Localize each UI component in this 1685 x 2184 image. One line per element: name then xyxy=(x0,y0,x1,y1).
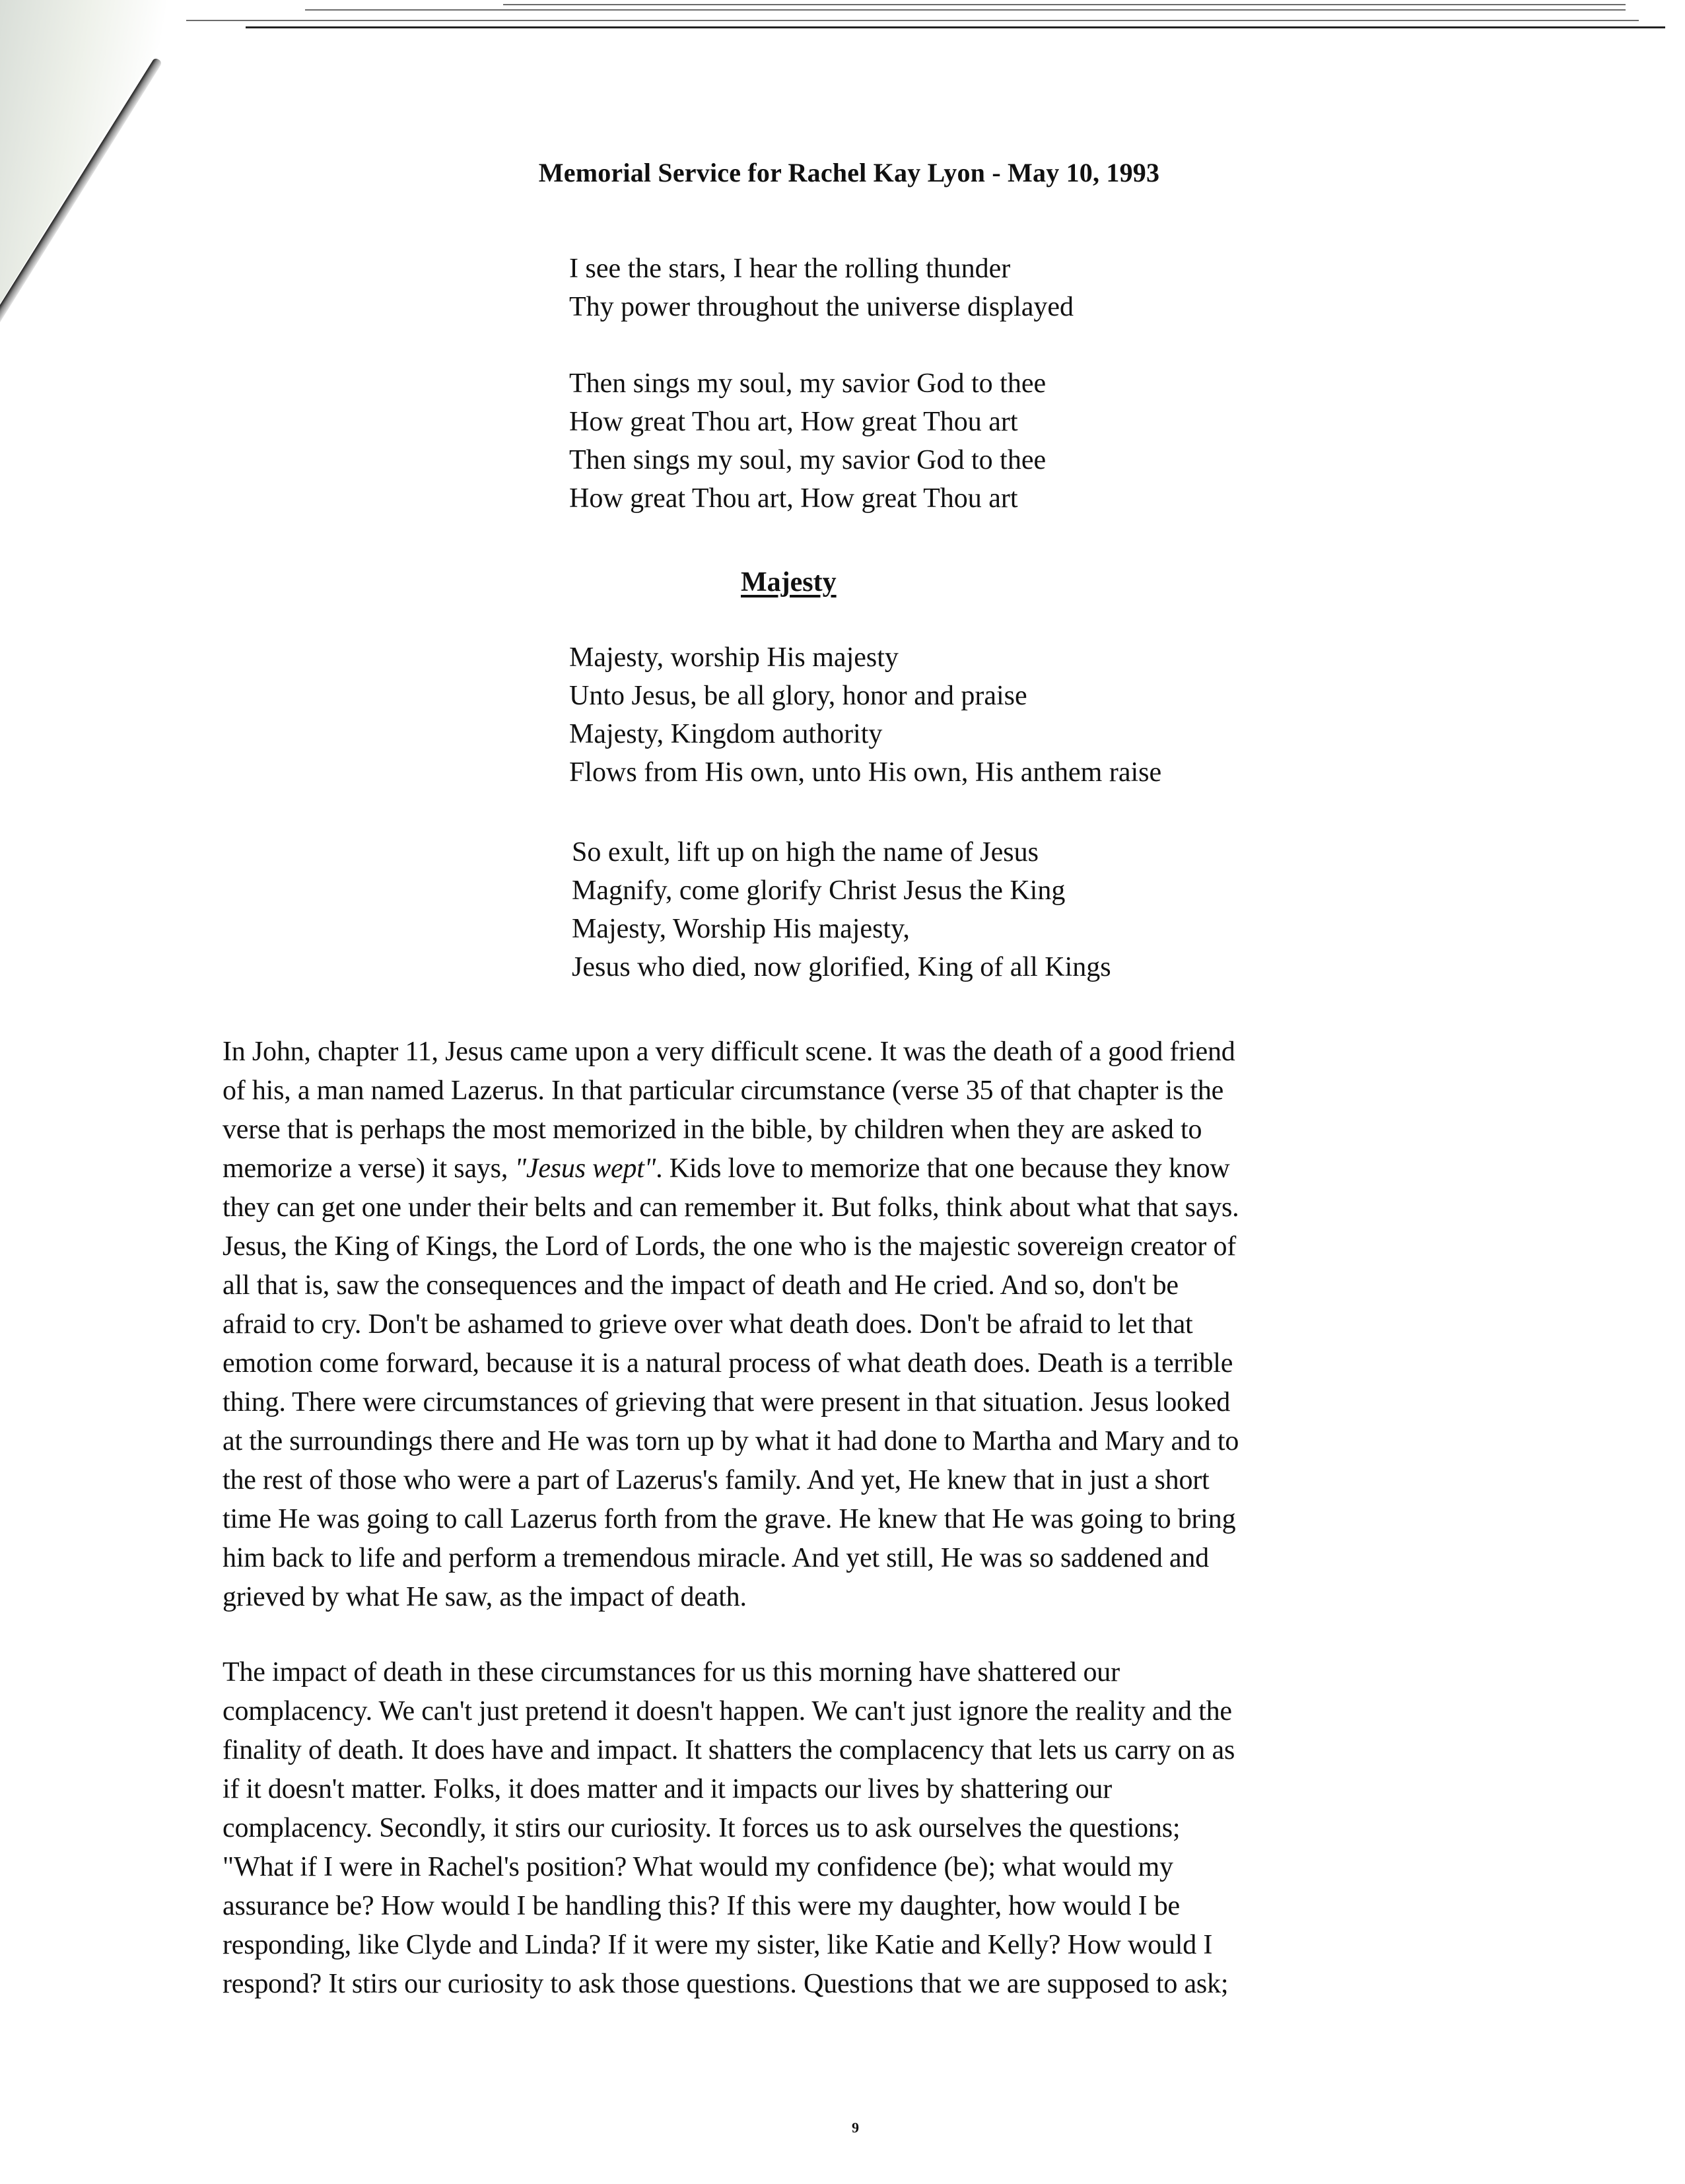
paragraph-line: thing. There were circumstances of grieving that were present in that situation. Jesus looked xyxy=(223,1387,1231,1417)
paragraph-line: of his, a man named Lazerus. In that particular circumstance (verse 35 of that chapter is the xyxy=(223,1075,1224,1106)
paragraph-line: complacency. We can't just pretend it doesn't happen. We can't just ignore the reality and the xyxy=(223,1696,1232,1726)
stacked-page-edge xyxy=(305,9,1626,11)
paragraph-line: at the surroundings there and He was torn up by what it had done to Martha and Mary and to xyxy=(223,1426,1239,1456)
paragraph-line: Jesus, the King of Kings, the Lord of Lords, the one who is the majestic sovereign creator of xyxy=(223,1231,1237,1262)
lyric-line: I see the stars, I hear the rolling thunder xyxy=(569,254,1011,284)
stacked-page-edge xyxy=(186,20,1639,21)
paragraph-line: assurance be? How would I be handling this? If this were my daughter, how would I be xyxy=(223,1891,1180,1921)
lyric-line: Majesty, worship His majesty xyxy=(569,642,899,673)
quoted-verse: "Jesus wept" xyxy=(514,1153,656,1184)
paragraph-line: In John, chapter 11, Jesus came upon a very difficult scene. It was the death of a good friend xyxy=(223,1037,1235,1067)
lyric-line: Then sings my soul, my savior God to thee xyxy=(569,445,1047,475)
lyric-line: Flows from His own, unto His own, His anthem raise xyxy=(569,757,1162,788)
stacked-page-edge xyxy=(503,4,1626,5)
page-number: 9 xyxy=(852,2119,859,2136)
paragraph-line: respond? It stirs our curiosity to ask those questions. Questions that we are supposed to ask; xyxy=(223,1969,1229,1999)
lyric-line: So exult, lift up on high the name of Jesus xyxy=(572,837,1039,868)
text-run: memorize a verse) it says, xyxy=(223,1153,515,1184)
paragraph-line: afraid to cry. Don't be ashamed to grieve over what death does. Don't be afraid to let that xyxy=(223,1309,1193,1340)
paragraph-line: finality of death. It does have and impact. It shatters the complacency that lets us carry on as xyxy=(223,1735,1235,1765)
paragraph-line: they can get one under their belts and can remember it. But folks, think about what that says. xyxy=(223,1192,1239,1223)
paragraph-line: verse that is perhaps the most memorized in the bible, by children when they are asked to xyxy=(223,1114,1202,1145)
lyric-line: Majesty, Worship His majesty, xyxy=(572,914,910,944)
paragraph-line: "What if I were in Rachel's position? What would my confidence (be); what would my xyxy=(223,1852,1173,1882)
stacked-page-edge xyxy=(246,26,1665,28)
song-heading-majesty: Majesty xyxy=(741,567,837,597)
lyric-line: How great Thou art, How great Thou art xyxy=(569,483,1018,514)
lyric-line: Unto Jesus, be all glory, honor and praise xyxy=(569,681,1027,711)
paragraph-line xyxy=(223,1155,1230,1182)
paragraph-line: responding, like Clyde and Linda? If it were my sister, like Katie and Kelly? How would I xyxy=(223,1930,1213,1960)
document-title: Memorial Service for Rachel Kay Lyon - May 10, 1993 xyxy=(538,158,1160,188)
paragraph-line: all that is, saw the consequences and the impact of death and He cried. And so, don't be xyxy=(223,1270,1179,1301)
paragraph-line: The impact of death in these circumstances for us this morning have shattered our xyxy=(223,1657,1120,1688)
lyric-line: How great Thou art, How great Thou art xyxy=(569,407,1018,437)
paragraph-line: time He was going to call Lazerus forth from the grave. He knew that He was going to bring xyxy=(223,1504,1236,1534)
paragraph-line: grieved by what He saw, as the impact of death. xyxy=(223,1582,747,1612)
paragraph-line: emotion come forward, because it is a natural process of what death does. Death is a terrible xyxy=(223,1348,1233,1379)
paragraph-line: complacency. Secondly, it stirs our curiosity. It forces us to ask ourselves the questions; xyxy=(223,1813,1181,1843)
page-edge-shadow xyxy=(0,0,172,304)
lyric-line: Jesus who died, now glorified, King of all Kings xyxy=(572,952,1111,982)
lyric-line: Magnify, come glorify Christ Jesus the King xyxy=(572,875,1066,906)
paragraph-line: if it doesn't matter. Folks, it does matter and it impacts our lives by shattering our xyxy=(223,1774,1112,1804)
lyric-line: Majesty, Kingdom authority xyxy=(569,719,883,749)
paragraph-line: him back to life and perform a tremendous miracle. And yet still, He was so saddened and xyxy=(223,1543,1209,1573)
lyric-line: Thy power throughout the universe displayed xyxy=(569,292,1074,322)
text-run: . Kids love to memorize that one because they know xyxy=(656,1153,1230,1184)
paragraph-line: the rest of those who were a part of Lazerus's family. And yet, He knew that in just a short xyxy=(223,1465,1210,1495)
lyric-line: Then sings my soul, my savior God to thee xyxy=(569,368,1047,399)
